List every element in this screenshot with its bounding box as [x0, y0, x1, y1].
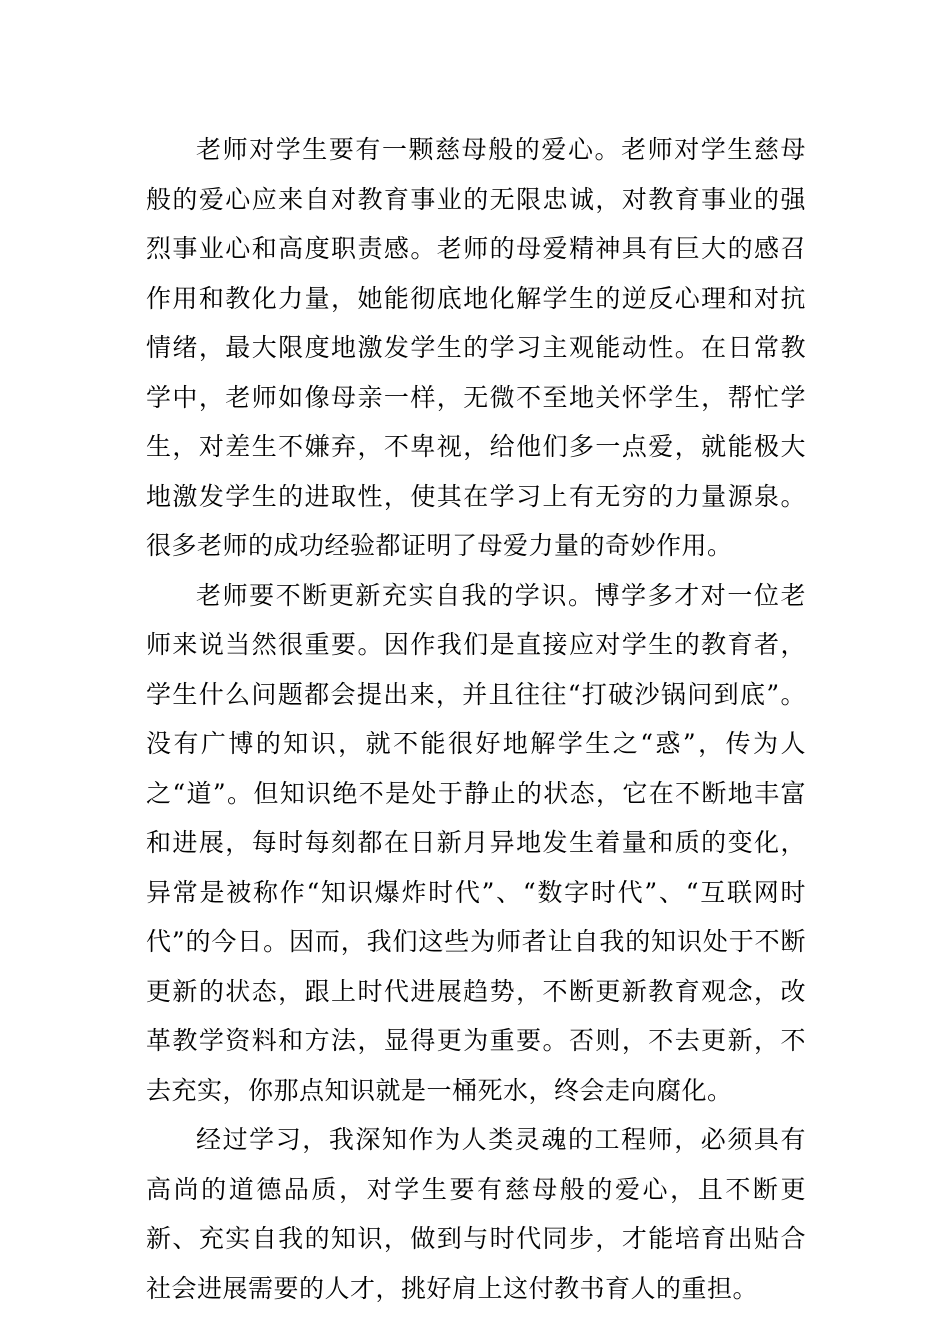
paragraph-love: 老师对学生要有一颗慈母般的爱心。老师对学生慈母般的爱心应来自对教育事业的无限忠诚，对教育事业的强烈事业心和高度职责感。老师的母爱精神具有巨大的感召作用和教化力量，她能彻底地化解学生的逆反心理和对抗情绪，最大限度地激发学生的学习主观能动性。在日常教学中，老师如像母亲一样，无微不至地关怀学生，帮忙学生，对差生不嫌弃，不卑视，给他们多一点爱，就能极大地激发学生的进取性，使其在学习上有无穷的力量源泉。很多老师的成功经验都证明了母爱力量的奇妙作用。 — [146, 135, 806, 560]
document-page — [146, 125, 806, 1313]
paragraph-knowledge: 老师要不断更新充实自我的学识。博学多才对一位老师来说当然很重要。因作我们是直接应对学生的教育者，学生什么问题都会提出来，并且往往“打破沙锅问到底”。没有广博的知识，就不能很好地解学生之“惑”，传为人之“道”。但知识绝不是处于静止的状态，它在不断地丰富和进展，每时每刻都在日新月异地发生着量和质的变化，异常是被称作“知识爆炸时代”、“数字时代”、“互联网时代”的今日。因而，我们这些为师者让自我的知识处于不断更新的状态，跟上时代进展趋势，不断更新教育观念，改革教学资料和方法，显得更为重要。否则，不去更新，不去充实，你那点知识就是一桶死水，终会走向腐化。 — [146, 580, 806, 1105]
paragraph-conclusion: 经过学习，我深知作为人类灵魂的工程师，必须具有高尚的道德品质，对学生要有慈母般的爱心，且不断更新、充实自我的知识，做到与时代同步，才能培育出贴合社会进展需要的人才，挑好肩上这付教书育人的重担。 — [146, 1125, 806, 1303]
